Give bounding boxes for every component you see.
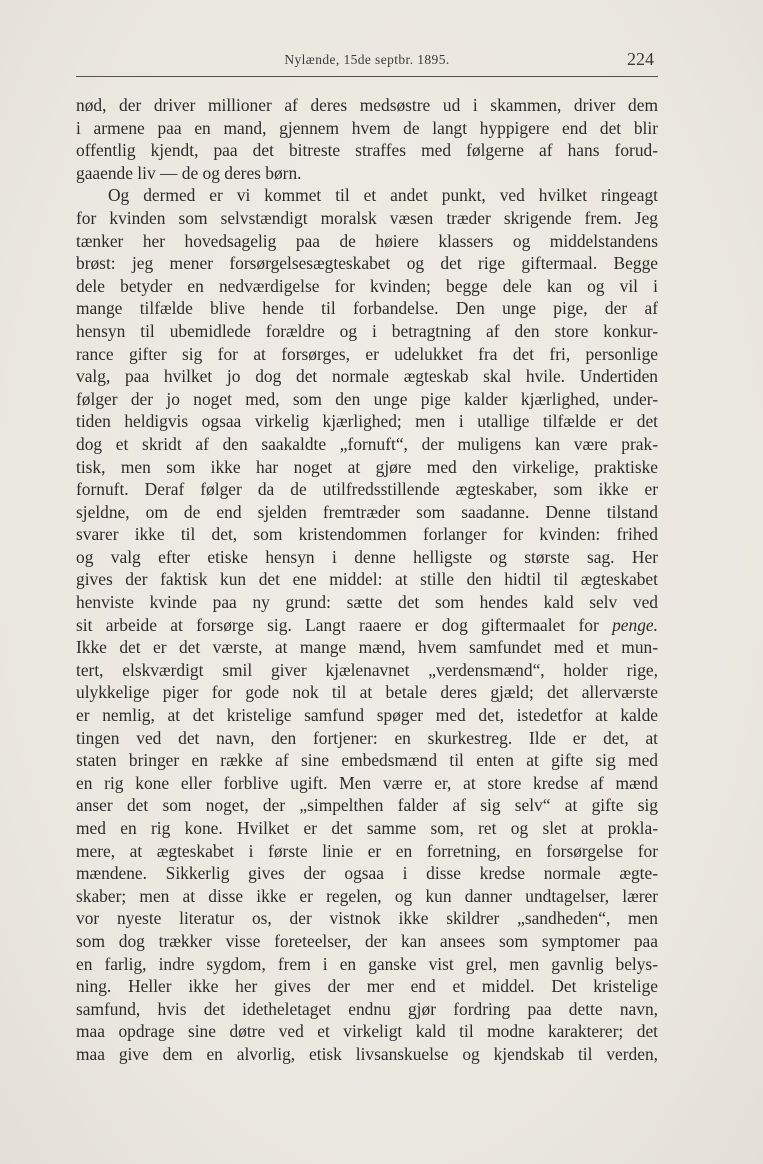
- emphasis-penge: penge.: [612, 614, 658, 635]
- text-line: mere, at ægteskabet i første linie er en forretning, en forsørgelse for: [76, 840, 658, 861]
- text-line: skaber; men at disse ikke er regelen, og kun danner undtagelser, lærer: [76, 885, 658, 906]
- text-line: offentlig kjendt, paa det bitreste straffes med følgerne af hans forud-: [76, 140, 658, 161]
- text-line: maa opdrage sine døtre ved et virkeligt kald til modne karakterer; det: [76, 1021, 658, 1042]
- header-rule: [76, 76, 658, 77]
- text-line: fornuft. Deraf følger da de utilfredsstillende ægteskaber, som ikke er: [76, 479, 658, 500]
- text-line: mange tilfælde blive hende til forbandelse. Den unge pige, der af: [76, 298, 658, 319]
- page-number: 224: [627, 49, 654, 69]
- text-line: rance gifter sig for at forsørges, er udelukket fra det fri, personlige: [76, 343, 658, 364]
- text-line: tænker her hovedsagelig paa de høiere klassers og middelstandens: [76, 230, 658, 251]
- text-line: ning. Heller ikke her gives der mer end et middel. Det kristelige: [76, 976, 658, 997]
- text-line: henviste kvinde paa ny grund: sætte det som hendes kald selv ved: [76, 592, 658, 613]
- text-line: er nemlig, at det kristelige samfund spøger med det, istedetfor at kalde: [76, 705, 658, 726]
- text-line: valg, paa hvilket jo dog det normale ægteskab skal hvile. Undertiden: [76, 366, 658, 387]
- text-line: hensyn til ubemidlede forældre og i betragtning af den store konkur-: [76, 320, 658, 341]
- text-line: tingen ved det navn, den fortjener: en skurkestreg. Ilde er det, at: [76, 727, 658, 748]
- text-line-with-emphasis: [76, 614, 658, 637]
- text-line: staten bringer en række af sine embedsmænd til enten at gifte sig med: [76, 750, 658, 771]
- text-line: tiden heldigvis ogsaa virkelig kjærlighed; men i utallige tilfælde er det: [76, 411, 658, 432]
- text-line: som dog trækker visse foreteelser, der kan ansees som symptomer paa: [76, 930, 658, 951]
- text-line: anser det som noget, der „simpelthen falder af sig selv“ at gifte sig: [76, 795, 658, 816]
- text-line: en farlig, indre sygdom, frem i en ganske vist grel, men gavnlig belys-: [76, 953, 658, 974]
- text-line: sjeldne, om de end sjelden fremtræder som saadanne. Denne tilstand: [76, 501, 658, 522]
- text-line: vor nyeste literatur os, der vistnok ikke skildrer „sandheden“, men: [76, 908, 658, 929]
- text-line: gives der faktisk kun det ene middel: at stille den hidtil til ægteskabet: [76, 569, 658, 590]
- text-line: brøst: jeg mener forsørgelsesægteskabet og det rige giftermaal. Begge: [76, 253, 658, 274]
- running-header: [76, 48, 658, 76]
- text-line: maa give dem en alvorlig, etisk livsanskuelse og kjendskab til verden,: [76, 1043, 658, 1064]
- text-line: tert, elskværdigt smil giver kjælenavnet „verdensmænd“, holder rige,: [76, 659, 658, 680]
- text-line: for kvinden som selvstændigt moralsk væsen træder skrigende frem. Jeg: [76, 207, 658, 228]
- text-line: samfund, hvis det idetheletaget endnu gjør fordring paa dette navn,: [76, 998, 658, 1019]
- text-line: tisk, men som ikke har noget at gjøre med den virkelige, praktiske: [76, 456, 658, 477]
- text-line: svarer ikke til det, som kristendommen forlanger for kvinden: frihed: [76, 524, 658, 545]
- text-line: Ikke det er det værste, at mange mænd, hvem samfundet med et mun-: [76, 637, 658, 658]
- text-line: følger der jo noget med, som den unge pige kalder kjærlighed, under-: [76, 388, 658, 409]
- text-line: og valg efter etiske hensyn i denne helligste og største sag. Her: [76, 546, 658, 567]
- body-text: [76, 94, 658, 1066]
- text-line: dog et skridt af den saakaldte „fornuft“, der muligens kan være prak-: [76, 433, 658, 454]
- text-line: dele betyder en nedværdigelse for kvinden; begge dele kan og vil i: [76, 275, 658, 296]
- text-line-start: sit arbeide at forsørge sig. Langt raaere er dog giftermaalet for: [76, 614, 599, 635]
- text-line: en rig kone eller forblive ugift. Men værre er, at store kredse af mænd: [76, 772, 658, 793]
- text-line: ulykkelige piger for gode nok til at betale deres gjæld; det allerværste: [76, 682, 658, 703]
- text-line: gaaende liv — de og deres børn.: [76, 162, 302, 183]
- text-line: nød, der driver millioner af deres medsøstre ud i skammen, driver dem: [76, 95, 658, 115]
- text-line: mændene. Sikkerlig gives der ogsaa i disse kredse normale ægte-: [76, 863, 658, 884]
- running-title: Nylænde, 15de septbr. 1895.: [284, 52, 450, 67]
- text-line: med en rig kone. Hvilket er det samme som, ret og slet at prokla-: [76, 818, 658, 838]
- text-line: i armene paa en mand, gjennem hvem de langt hyppigere end det blir: [76, 117, 658, 138]
- text-line: Og dermed er vi kommet til et andet punkt, ved hvilket ringeagt: [108, 185, 658, 206]
